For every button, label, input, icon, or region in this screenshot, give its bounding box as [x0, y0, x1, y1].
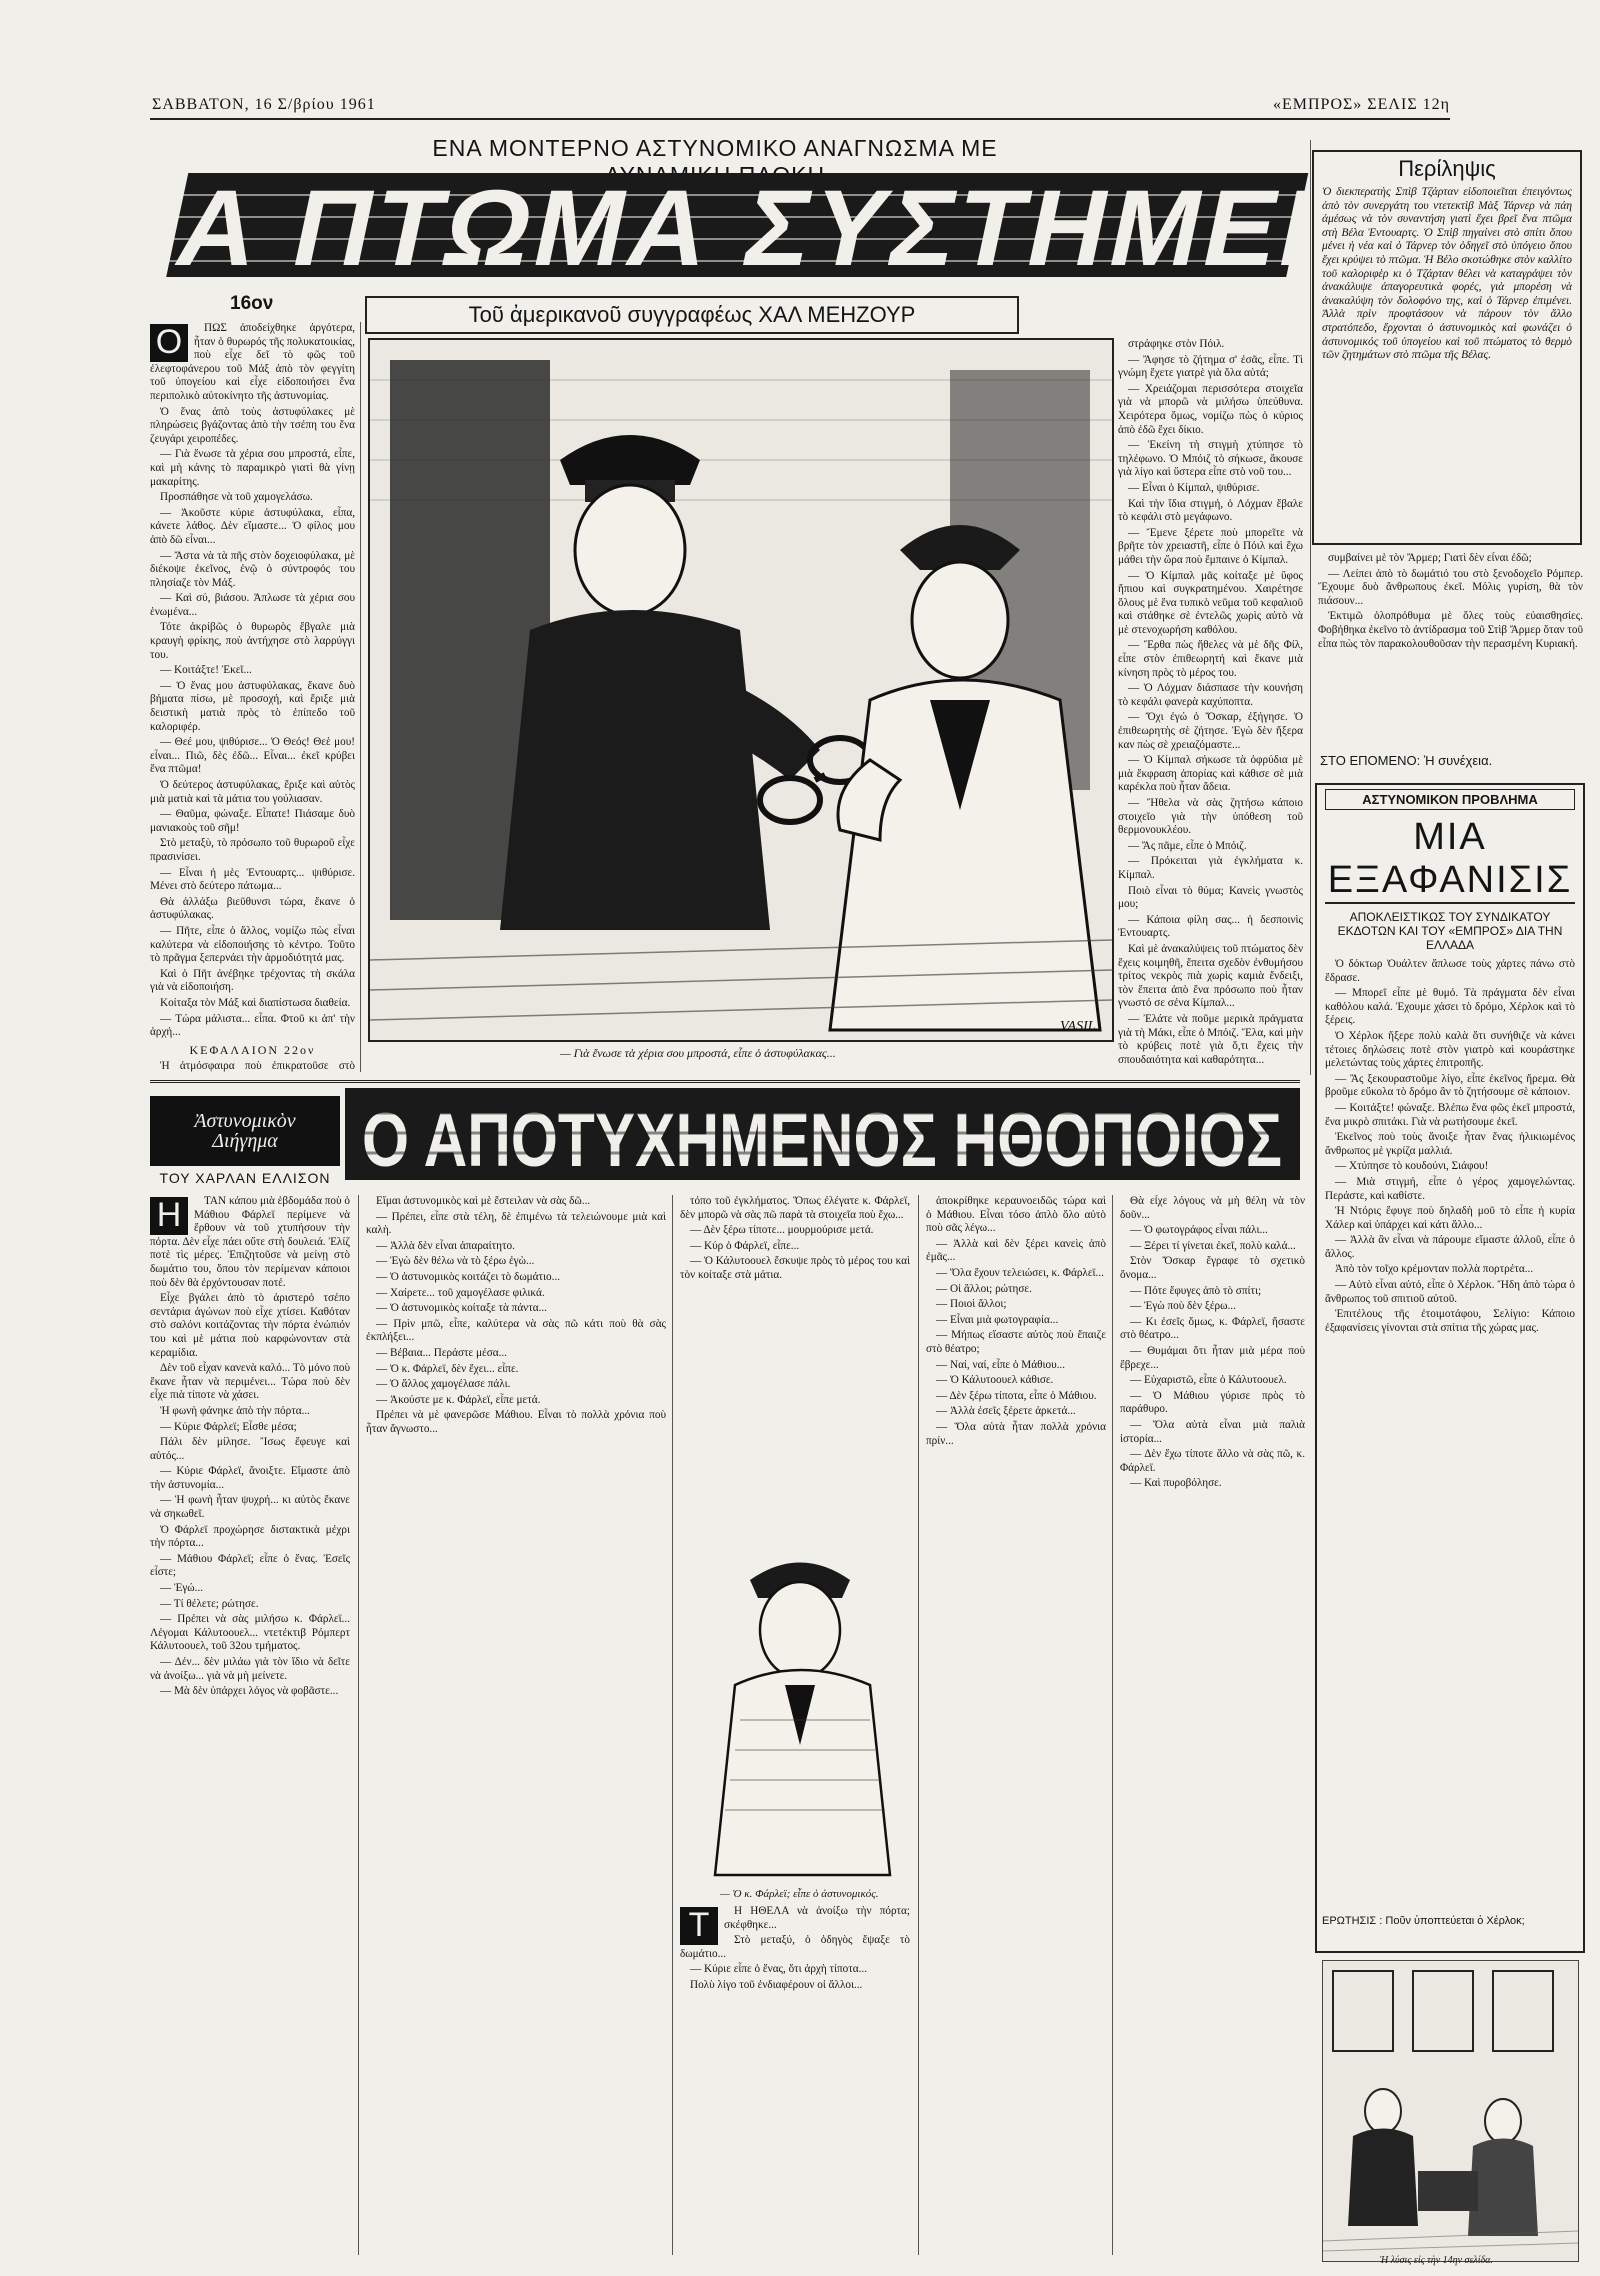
paragraph: — Μὰ δὲν ὑπάρχει λόγος νὰ φοβᾶστε... — [160, 1685, 339, 1698]
paragraph: — Κύριε Φάρλεϊ; Εἶσθε μέσα; — [160, 1420, 297, 1433]
story1-col1-text — [150, 322, 355, 1040]
story2-column-3 — [680, 1195, 910, 1515]
paragraph: — Οἱ ἄλλοι; ρώτησε. — [936, 1282, 1032, 1295]
paragraph: — Ὄλα αὐτὰ εἶναι μιὰ παλιὰ ἱστορία... — [1120, 1418, 1305, 1445]
paragraph: — Γιὰ ἔνωσε τὰ χέρια σου μπροστά, εἶπε, καὶ μὴ κάνης τὸ παραμικρὸ γιατὶ θὰ γίνῃ μακαρίτης. — [150, 448, 355, 488]
problem-title: ΜΙΑ ΕΞΑΦΑΝΙΣΙΣ — [1325, 816, 1575, 904]
paragraph: — Ὁ φωτογράφος εἶναι πάλι... — [1130, 1224, 1268, 1237]
paragraph: — Ὁ Κίμπαλ μᾶς κοίταξε μὲ ὕφος ἥπιου καὶ συγκρατημένου. Χαιρέτησε ὅλους μὲ ἕνα τυπικὸ νεῦμα τοῦ κεφαλιοῦ καὶ στάθηκε σὲ ἐντελῶς χωρὶς αὐτὸ νὰ μὲ στενοχωρήση καθόλου. — [1118, 569, 1303, 636]
story1-col5-text — [1118, 338, 1303, 1068]
paragraph: — Πρέπει νὰ σὰς μιλήσω κ. Φάρλεϊ... Λέγομαι Κάλυτοουελ... ντετέκτιβ Ρόμπερτ Κάλυτοουελ, τοῦ 32ου τμήματος. — [150, 1613, 350, 1653]
paragraph: — Καὶ πυροβόλησε. — [1130, 1477, 1222, 1490]
problem-text — [1325, 958, 1575, 1948]
paragraph: — Ὁ Μάθιου γύρισε πρὸς τὸ παράθυρο. — [1120, 1389, 1305, 1416]
paragraph: — Εἶναι ὁ Κίμπαλ, ψιθύρισε. — [1128, 481, 1260, 494]
paragraph: Καὶ τὴν ἴδια στιγμή, ὁ Λόχμαν ἔβαλε τὸ κεφάλι στὸ μεγάφωνο. — [1118, 497, 1303, 524]
paragraph: — Εἶναι ἡ μὲς Ἐντουαρτς... ψιθύρισε. Μένει στὸ δεύτερο πάτωμα... — [150, 866, 355, 893]
paragraph: — Πρόκειται γιὰ ἐγκλήματα κ. Κίμπαλ. — [1118, 855, 1303, 881]
paragraph: Ἡ ἀτμόσφαιρα ποὺ ἐπικρατοῦσε στὸ — [160, 1060, 355, 1072]
story2-column-2 — [366, 1195, 666, 2255]
summary-text: Ὁ διεκπερατὴς Σπὶβ Τζάρταν εἰδοποιεῖται ἐπειγόντως ἀπὸ τὸν συνεργάτη του ντετεκτὶβ Μὰξ Τάρνερ νὰ πάη ἀμέσως νὰ τὸν συναντήση γιατὶ ἔχει βρεῖ ἕνα πτῶμα στὴ Βέλα Ἐντουαρτς. Ὁ Σπὶβ πηγαίνει στὸ σπίτι ὅπου μένει ἡ νέα καὶ ὁ Τάρνερ τὸν ὁδηγεῖ στὸ ὑπόγειο ὅπου ἔχει κρύψει τὸ πτῶμα. Ἡ Βέλο σκοτώθηκε στὸν καλλίτο τοῦ καλοριφὲρ κι ὁ Τζάρταν θέλει νὰ καταγράψει τὸν ἀνακάλυψε ἀπαγορευτικὰ φορές, γιὰ μπορέση νὰ ἀνακαλύψη τὸν δολοφόνο της, καὶ ὁ Τάρνερ ἐπιμένει. Ἀλλὰ πρὶν προφτάσουν νὰ πάρουν τὸν ἄλλο στρατόπεδο, ἔρχονται ὁ ἀστυνομικὸς καὶ φωνάζει ὁ ἀστυνομικός τοῦ ὑπογείου καὶ τοῦ πτώματος τὸ θερμὸ τῶν ζητημάτων στὸ πτῶμα τῆς Βέλας. — [1322, 186, 1572, 362]
police-problem-box — [1315, 783, 1585, 1953]
paragraph: Τότε ἀκρίβῶς ὁ θυρωρὸς ἔβγαλε μιὰ κραυγὴ φρίκης, ποὺ ἀντήχησε στὸ λαρρύγγι του. — [150, 621, 355, 661]
paragraph: — Ποιοὶ ἄλλοι; — [936, 1298, 1007, 1311]
paragraph: — Ἐγὼ δὲν θέλω νὰ τὸ ξέρω ἐγὼ... — [376, 1255, 535, 1268]
story2-column-5 — [1120, 1195, 1305, 2255]
paragraph: — Δὲν ξέρω τίποτα, εἶπε ὁ Μάθιου. — [936, 1389, 1097, 1402]
paragraph: — Κοιτάξτε! φώναξε. Βλέπω ἕνα φῶς ἐκεῖ μπροστά, ἕνα μικρὸ σπιτάκι. Γιὰ νὰ ρωτήσουμε ἐκεῖ. — [1325, 1101, 1575, 1128]
paragraph: — Χρειάζομαι περισσότερα στοιχεῖα γιὰ νὰ μπορῶ νὰ μιλήσω ὑπεύθυνα. Χειρότερα ὅμως, νομίζω πὼς ὁ κύριος ἀπὸ ἐδῶ ἔχει δίκιο. — [1118, 382, 1303, 436]
paragraph: — Ἀκούστε με κ. Φάρλεϊ, εἶπε μετά. — [376, 1393, 541, 1406]
paragraph: — Ἐλάτε νὰ ποῦμε μερικὰ πράγματα γιὰ τὴ Μάκι, εἶπε ὁ Μπόιζ. Ἔλα, καὶ μὴν τὸ κρύβεις ποτὲ γιὰ ὅ,τι ἔχεις τὴν σπουδαιότητα καὶ καθαρότητα... — [1118, 1012, 1303, 1066]
paragraph: Κοίταξα τὸν Μάξ καὶ διαπίστωσα διαθεία. — [160, 996, 351, 1009]
page-label: «ΕΜΠΡΟΣ» ΣΕΛΙΣ 12η — [1272, 96, 1450, 113]
paragraph: — Δὲν ξέρω τίποτε... μουρμούρισε μετά. — [690, 1224, 874, 1237]
paragraph: — Κι ἐσεῖς ὅμως, κ. Φάρλεϊ, ἤσαστε στὸ θέατρο... — [1120, 1315, 1305, 1342]
paragraph: Ποιὸ εἶναι τὸ θύμα; Κανεὶς γνωστὸς μου; — [1118, 884, 1303, 911]
paragraph: Ἀπὸ τὸν τοῖχο κρέμονταν πολλὰ πορτρέτα... — [1335, 1263, 1534, 1276]
column-rule — [918, 1195, 919, 2255]
story2-col4-text — [926, 1195, 1106, 1448]
paragraph: — Ἐγώ... — [160, 1582, 204, 1595]
story2-author: ΤΟΥ ΧΑΡΛΑΝ ΕΛΛΙΣΟΝ — [159, 1170, 331, 1186]
story1-col1b-text — [150, 1060, 355, 1072]
paragraph: — Ὁ κ. Φάρλεϊ, δὲν ἔχει... εἶπε. — [376, 1362, 519, 1375]
paragraph: Ὁ δόκτωρ Ὀυάλτεν ἄπλωσε τοὺς χάρτες πάνω στὸ ἕδρασε. — [1325, 958, 1575, 984]
paragraph: — Χτύπησε τὸ κουδούνι, Σιάφου! — [1335, 1160, 1489, 1173]
paragraph: Ἐπιτέλους τῆς ἐτοιμοτάφου, Σελίγιο: Κάποιο ἐξαφανίσεις γίνονται στὰ σπίτια τῆς χώρας μας. — [1325, 1308, 1575, 1334]
paragraph: Δὲν τοῦ εἶχαν κανενὰ καλό... Τὸ μόνο ποὺ ἔκανε ἦταν νὰ περιμένει... Τώρα ποὺ δὲν εἶχε πιὰ τίποτε νὰ χάσει. — [150, 1362, 350, 1402]
paragraph: — Τί θέλετε; ρώτησε. — [160, 1597, 259, 1610]
paragraph: — Ἡ φωνὴ ἦταν ψυχρή... κι αὐτὸς ἔκανε νὰ σηκωθεῖ. — [150, 1494, 350, 1521]
problem-header: ΑΣΤΥΝΟΜΙΚΟΝ ΠΡΟΒΛΗΜΑ — [1325, 789, 1575, 810]
story1-col4-text — [1318, 552, 1583, 651]
story2-col5-text — [1120, 1195, 1305, 1491]
paragraph: — Ἔρθα πὼς ἤθελες νὰ μὲ δῆς Φίλ, εἶπε στὸν ἐπιθεωρητή καὶ ἔκανε μιὰ κίνηση πρὸς τὸ μέρος του. — [1118, 639, 1303, 679]
paragraph: Καὶ μὲ ἀνακαλύψεις τοῦ πτώματος δὲν ἔχεις κοιμηθῆ, ἔπειτα σχεδὸν ἐνθυμήσου τρίτος νεκρὸς πιὰ χωρὶς καμιὰ ἔνδειξι, τὸν ἔπειτα ἀπὸ ἕνα πρόσωπο ποὺ ἦταν γνωστό σε σένα Κίμπαλ... — [1118, 942, 1303, 1010]
header-rule — [150, 118, 1450, 120]
paragraph: — Ἤθελα νὰ σὰς ζητήσω κάποιο στοιχεῖο γιὰ τὴν ὑπόθεση τοῦ θερμονουκλέου. — [1118, 797, 1303, 837]
solution-note: Ἡ λύσις εἰς τὴν 14ην σελίδα. — [1380, 2255, 1493, 2266]
paragraph: — Κοιτάξτε! Ἐκεῖ... — [160, 664, 252, 677]
paragraph: Στὸν Ὄσκαρ ἔγραφε τὸ σχετικὸ ὄνομα... — [1120, 1255, 1305, 1281]
paragraph: — Βέβαια... Περάστε μέσα... — [376, 1346, 507, 1359]
paragraph: — Ὁ Κίμπαλ σήκωσε τὰ ὀφρύδια μὲ μιὰ ἔκφραση ἀπορίας καὶ κάθισε σὲ μιὰ καρέκλα ποὺ ἦταν ἄδεια. — [1118, 754, 1303, 794]
column-rule — [1310, 140, 1311, 1075]
problem-question: ΕΡΩΤΗΣΙΣ : Ποῦν ὑποπτεύεται ὁ Χέρλοκ; — [1322, 1915, 1525, 1927]
paragraph: — Δέν... δὲν μιλάω γιὰ τὸν ἴδιο νὰ δεῖτε νὰ ἀνοίξω... γιὰ νὰ μὴ μείνετε. — [150, 1656, 350, 1682]
paragraph: — Πρὶν μπῶ, εἶπε, καλύτερα νὰ σὰς πῶ κάτι ποὺ θὰ σὰς ἐκπλήξει... — [366, 1317, 666, 1344]
paragraph: Προσπάθησε νὰ τοῦ χαμογελάσω. — [160, 491, 313, 504]
paragraph: — Κάποια φίλη σας... ἡ δεσποινὶς Ἐντουαρτς. — [1118, 913, 1303, 940]
dropcap: Τ — [680, 1907, 718, 1945]
paragraph: — Θαῦμα, φώναξε. Εἶπατε! Πιάσαμε δυὸ μανιακοὺς τοῦ σῆμ! — [150, 808, 355, 834]
problem-subtitle: ΑΠΟΚΛΕΙΣΤΙΚΩΣ ΤΟΥ ΣΥΝΔΙΚΑΤΟΥ ΕΚΔΟΤΩΝ ΚΑΙ ΤΟΥ «ΕΜΠΡΟΣ» ΔΙΑ ΤΗΝ ΕΛΛΑΔΑ — [1337, 910, 1563, 952]
paragraph: — Ἀλλὰ δὲν εἶναι ἀπαραίτητο. — [376, 1239, 515, 1252]
paragraph: — Ἄφησε τὸ ζήτημα σ' ἐσᾶς, εἶπε. Τὶ γνώμη ἔχετε γιατρὲ γιὰ ὅλα αὐτά; — [1118, 353, 1303, 380]
paragraph: — Ἄς πᾶμε, εἶπε ὁ Μπόιζ. — [1128, 839, 1247, 852]
paragraph: Ἐκεῖνος ποὺ τοὺς ἄνοιξε ἦταν ἕνας ἡλικιωμένος ἄνθρωπος μὲ γκρίζα μαλλιά. — [1325, 1131, 1575, 1157]
paragraph: Πολὺ λίγο τοῦ ἐνδιαφέρουν οἱ ἄλλοι... — [690, 1978, 863, 1991]
paragraph: — Κύριε εἶπε ὁ ἕνας, ὅτι ἀρχὴ τίποτα... — [690, 1963, 868, 1976]
story2-col1-text — [150, 1195, 350, 1699]
paragraph: — Εἶναι μιὰ φωτογραφία... — [936, 1313, 1059, 1326]
paragraph: — Καὶ σύ, βιάσου. Ἁπλωσε τὰ χέρια σου ἑνωμένα... — [150, 592, 355, 618]
paragraph: — Ὁ Κάλυτοουελ ἔσκυψε πρὸς τὸ μέρος του καὶ τὸν κοίταξε στὰ μάτια. — [680, 1255, 910, 1281]
svg-text:ΕΝΑ ΠΤΩΜΑ ΣΥΣΤΗΜΕΝΟ: ΕΝΑ ΠΤΩΜΑ ΣΥΣΤΗΜΕΝΟ — [150, 168, 1310, 285]
paragraph: Εἴμαι ἀστυνομικὸς καὶ μὲ ἔστειλαν νὰ σὰς δῶ... — [376, 1195, 591, 1207]
paragraph: — Ὁ ἄλλος χαμογέλασε πάλι. — [376, 1378, 511, 1391]
issue-date: ΣΑΒΒΑΤΟΝ, 16 Σ/βρίου 1961 — [152, 96, 376, 113]
living-room-illustration — [1322, 1960, 1579, 2262]
svg-text:VASIL: VASIL — [1060, 1019, 1096, 1034]
paragraph: — Ναί, ναί, εἶπε ὁ Μάθιου... — [936, 1358, 1065, 1371]
paragraph: — Ἐκείνη τὴ στιγμὴ χτύπησε τὸ τηλέφωνο. Ὁ Μπόιζ τὸ σήκωσε, ἄκουσε γιὰ λίγο καὶ ὕστερα εἶπε στὸ νοῦ του... — [1118, 439, 1303, 479]
paragraph: Πάλι δὲν μίλησε. Ἴσως ἔφευγε καὶ αὐτός... — [150, 1436, 350, 1462]
story2-title — [345, 1088, 1300, 1180]
man-with-hat-illustration — [680, 1520, 910, 1880]
story2-column-3b — [680, 1905, 910, 2255]
paragraph: τόπο τοῦ ἐγκλήματος. Ὅπως ἐλέγατε κ. Φάρλεϊ, δὲν μπορῶ νὰ σὰς πῶ παρὰ τὰ στοιχεῖα ποὺ ἔχω... — [680, 1195, 910, 1221]
story1-continuation — [1318, 552, 1583, 747]
paragraph: — Θεέ μου, ψιθύρισε... Ὁ Θεός! Θεὲ μου! εἶναι... Πιῶ, δὲς ἐδῶ... Εἶναι... ἐκεῖ κρύβει ἕνα πτῶμα! — [150, 736, 355, 776]
column-rule — [1112, 1195, 1113, 2255]
paragraph: — Ὄχι ἐγώ ὁ Ὄσκαρ, ἐξήγησε. Ὁ ἐπιθεωρητὴς σὲ ζήτησε. Ἐγὼ δὲν ἤξερα καν πὼς σὲ χρειαζόμαστε... — [1118, 711, 1303, 751]
paragraph: — Θυμάμαι ὅτι ἦταν μιὰ μέρα ποὺ ἔβρεχε... — [1120, 1344, 1305, 1371]
chapter-heading: ΚΕΦΑΛΑΙΟΝ 22ον — [189, 1042, 316, 1057]
illustration-caption: — Γιὰ ἔνωσε τὰ χέρια σου μπροστά, εἶπε ὁ ἀστυφύλακας... — [560, 1046, 836, 1060]
paragraph: ΠΩΣ ἀποδείχθηκε ἀργότερα, ἦταν ὁ θυρωρός τῆς πολυκατοικίας, ποὺ εἶχε δεῖ τὸ φῶς τοῦ ἐλεφτοφάνερου τοῦ Μάξ ἀπὸ τὸν φεγγίτη τοῦ ὑπογείου καὶ εἶχε εἰδοποιήσει ἕνα περιπολικὸ αὐτοκίνητο τῆς ἀστυνομίας. — [150, 322, 355, 402]
paragraph: — Ἀλλὰ καὶ δὲν ξέρει κανεὶς ἀπὸ ἐμᾶς... — [926, 1237, 1106, 1264]
summary-box — [1312, 150, 1582, 545]
story2-col2-text — [366, 1195, 666, 1437]
story1-title — [150, 165, 1310, 285]
paragraph: — Τώρα μάλιστα... εἶπα. Φτοῦ κι ἀπ' τὴν ἀρχή... — [150, 1012, 355, 1039]
detective-illustration — [368, 338, 1114, 1042]
column-rule — [360, 322, 361, 1072]
column-rule — [672, 1195, 673, 2255]
column-rule — [358, 1195, 359, 2255]
paragraph: — Ὁ Κάλυτοουελ κάθισε. — [936, 1374, 1054, 1387]
paragraph: — Χαίρετε... τοῦ χαμογέλασε φιλικά. — [376, 1286, 545, 1299]
paragraph: Ἡ Ντόρις ἔφυγε ποὺ δηλαδὴ μοῦ τὸ εἶπε ἡ κυρία Χάλερ καὶ ὑπάρχει καὶ κάτι ἄλλο... — [1325, 1205, 1575, 1231]
paragraph: ΤΑΝ κάπου μιὰ ἑβδομάδα ποὺ ὁ Μάθιου Φάρλεϊ περίμενε νὰ ἔρθουν νὰ τοῦ χτυπήσουν τὴν πόρτα. Δὲν εἶχε πάει οὔτε στὴ δουλειά. Ἐλίζ ποτὲ τὶς μέρες. Ἐπιζητοῦσε νὰ μείνῃ στὸ δωμάτιο του, ὅπου τὸν περίμεναν κάποιοι ποὺ δὲν θὰ ἐρχόντουσαν ποτέ. — [150, 1195, 350, 1289]
story2-column-4 — [926, 1195, 1106, 2255]
logo-line-1: Ἀστυνομικὸν — [194, 1110, 296, 1132]
paragraph: συμβαίνει μὲ τὸν Ἄρμερ; Γιατὶ δὲν εἶναι ἐδῶ; — [1328, 552, 1532, 564]
paragraph: — Ἀλλὰ ἂν εἶναι νὰ πάρουμε εἴμαστε ἀλλοῦ, εἶπε ὁ ἄλλος. — [1325, 1234, 1575, 1260]
next-episode-note: ΣΤΟ ΕΠΟΜΕΝΟ: Ἡ συνέχεια. — [1320, 753, 1493, 768]
episode-number: 16ον — [230, 293, 274, 314]
paragraph: — Ἂς ξεκουραστοῦμε λίγο, εἶπε ἐκεῖνος ἥρεμα. Θὰ βροῦμε εὔκολα τὸ δρόμο ἂν τὸ ζητήσουμε σὲ κάποιον. — [1325, 1072, 1575, 1099]
paragraph: — Ὁ ἀστυνομικὸς κοίταξε τὰ πάντα... — [376, 1302, 547, 1315]
paragraph: Θὰ εἶχε λόγους νὰ μὴ θέλη νὰ τὸν δοῦν... — [1120, 1195, 1305, 1221]
paragraph: — Ὅλα ἔχουν τελειώσει, κ. Φάρλεϊ... — [936, 1266, 1104, 1279]
paragraph: Στὸ μεταξὺ, τὸ πρόσωπο τοῦ θυρωροῦ εἶχε πρασινίσει. — [150, 837, 355, 863]
paragraph: — Ὅλα αὐτὰ ἦταν πολλὰ χρόνια πρίν... — [926, 1420, 1106, 1447]
paragraph: Στὸ μεταξύ, ὁ ὁδηγὸς ἔψαξε τὸ δωμάτιο... — [680, 1934, 910, 1960]
paragraph: Ἡ φωνὴ φάνηκε ἀπὸ τὴν πόρτα... — [160, 1404, 310, 1417]
story2-column-1 — [150, 1195, 350, 2255]
illustration2-caption: — Ὁ κ. Φάρλεϊ; εἶπε ὁ ἀστυνομικός. — [720, 1888, 879, 1900]
svg-text:Ο ΑΠΟΤΥΧΗΜΕΝΟΣ ΗΘΟΠΟΙΟΣ: Ο ΑΠΟΤΥΧΗΜΕΝΟΣ ΗΘΟΠΟΙΟΣ — [362, 1098, 1282, 1180]
paragraph: Ὁ Χέρλοκ ἤξερε πολὺ καλὰ ὅτι συνήθιζε νὰ κάνει τέτοιες δηλώσεις ποτὲ στὸν γιατρὸ καὶ κουράστηκε μελετώντας τοὺς χάρτες ἐπιτροπῆς. — [1325, 1029, 1575, 1070]
paragraph: — Μήπως εἴσαστε αὐτὸς ποὺ ἔπαιζε στὸ θέατρο; — [926, 1329, 1106, 1355]
paragraph: — Πότε ἔφυγες ἀπὸ τὸ σπίτι; — [1130, 1284, 1262, 1297]
paragraph: — Ἔμενε ξέρετε ποὺ μπορεῖτε νὰ βρῆτε τὸν χρειαστῆ, εἶπε ὁ Πόιλ καὶ ἔχω μάθει τὴν ὥρα ποὺ ἔμπαινε ὁ Κίμπαλ. — [1118, 526, 1303, 566]
paragraph: Καὶ ὁ Πῆτ ἀνέβηκε τρέχοντας τὴ σκάλα γιὰ νὰ εἰδοποιήση. — [150, 967, 355, 994]
paragraph: στράφηκε στὸν Πόιλ. — [1128, 338, 1225, 350]
paragraph: — Ἀλλὰ ἐσεῖς ξέρετε ἀρκετά... — [936, 1405, 1076, 1418]
logo-line-2: Διήγημα — [212, 1130, 278, 1152]
paragraph: — Ὁ ἕνας μου ἀστυφύλακας, ἔκανε δυὸ βήματα πίσω, μὲ προσοχή, καὶ ἔριξε μιὰ δειστικὴ ματιὰ πρὸς τὸ ἐπίπεδο τοῦ καλοριφέρ. — [150, 679, 355, 733]
story1-byline: Τοῦ ἀμερικανοῦ συγγραφέως ΧΑΛ ΜΕΗΖΟΥΡ — [365, 296, 1019, 334]
dropcap: Η — [150, 1197, 188, 1235]
paragraph: Πρέπει νὰ μὲ φανερῶσε Μάθιου. Εἶναι τὸ πολλὰ χρόνια ποὺ ἦταν ἄγνωστο... — [366, 1409, 666, 1435]
paragraph: — Εὐχαριστῶ, εἶπε ὁ Κάλυτοουελ. — [1130, 1374, 1287, 1387]
paragraph: — Πῆτε, εἶπε ὁ ἄλλος, νομίζω πὼς εἶναι καλύτερα νὰ εἰδοποιήσης τὸ κέντρο. Τοῦτο τὸ πρᾶγμα ξεπερνάει τὴν ἁρμοδιότητά μας. — [150, 924, 355, 965]
story1-kicker: ΕΝΑ ΜΟΝΤΕΡΝΟ ΑΣΤΥΝΟΜΙΚΟ ΑΝΑΓΝΩΣΜΑ ΜΕ — [432, 135, 998, 161]
paragraph: Ἐκτιμῶ ὁλοπρόθυμα μὲ ὅλες τοὺς εὐαισθησίες. Φοβήθηκα ἐκεῖνο τὸ ἀντίδρασμα τοῦ Στὶβ Ἄρμερ ὅταν τοῦ εἶπα πὼς τὸν παρακολουθοῦσαν τὴν περασμένη Κυριακή. — [1318, 610, 1583, 650]
story1-column-5 — [1118, 338, 1303, 1068]
paragraph: — Δὲν ἔχω τίποτε ἄλλο νὰ σὰς πῶ, κ. Φάρλεϊ. — [1120, 1448, 1305, 1474]
short-story-logo — [150, 1096, 340, 1166]
paragraph: ἀποκρίθηκε κεραυνοειδῶς τώρα καὶ ὁ Μάθιου. Εἶναι τόσο ἀπλὸ ὅλο αὐτὸ ποὺ σᾶς λέγω... — [926, 1195, 1106, 1235]
paragraph: — Πρέπει, εἶπε στὰ τέλη, δὲ ἐπιμένω τὰ τελειώνουμε μιὰ καὶ καλὴ. — [366, 1210, 666, 1237]
story2-col3-text — [680, 1195, 910, 1283]
paragraph: Ὁ ἕνας ἀπὸ τοὺς ἀστυφύλακες μὲ πληρώσεις βγάζοντας ἀπὸ τὴν τσέπη του ἕνα ζευγάρι χειροπέδες. — [150, 405, 355, 445]
paragraph: — Κύρ ὁ Φάρλεϊ, εἶπε... — [690, 1239, 800, 1252]
summary-title: Περίληψις — [1398, 156, 1496, 181]
paragraph: — Ὁ ἀστυνομικὸς κοιτάζει τὸ δωμάτιο... — [376, 1270, 561, 1283]
story1-column-1 — [150, 322, 355, 1072]
paragraph: — Ἄστα νὰ τὰ πῆς στὸν δοχειοφύλακα, μὲ διέκοψε ἐκεῖνος, ἐνῷ ὁ σύντροφός του πλησίαζε τὸν Μάξ. — [150, 549, 355, 589]
dropcap: Ο — [150, 324, 188, 362]
section-divider — [150, 1080, 1300, 1083]
paragraph: — Μπορεῖ εἶπε μὲ θυμό. Τὰ πράγματα δὲν εἶναι καθόλου καλά. Ἐχουμε χάσει τὸ δρόμο, Χέρλοκ καὶ τὸ ξέρεις. — [1325, 987, 1575, 1027]
paragraph: — Αὐτὸ εἶναι αὐτό, εἶπε ὁ Χέρλοκ. Ἤδη ἀπὸ τώρα ὁ ἄνθρωπος τοῦ σπιτιοῦ αὐτοῦ. — [1325, 1279, 1575, 1305]
paragraph: Θὰ ἀλλάξω βιεῦθυνσι τώρα, ἔκανε ὁ ἀστυφύλακας. — [150, 895, 355, 922]
paragraph: — Ἐγὼ ποὺ δὲν ξέρω... — [1130, 1300, 1236, 1313]
paragraph: — Ξέρει τί γίνεται ἐκεῖ, πολὺ καλά... — [1130, 1239, 1296, 1252]
paragraph: — Κύριε Φάρλεϊ, ἄνοιξτε. Εἴμαστε ἀπὸ τὴν ἀστυνομία... — [150, 1465, 350, 1491]
paragraph: — Μάθιου Φάρλεϊ; εἶπε ὁ ἕνας. Ἐσεῖς εἶστε; — [150, 1552, 350, 1579]
paragraph: Εἶχε βγάλει ἀπὸ τὸ ἀριστερό τσέπο σεντάρια ἀγώνων ποὺ εἶχε χτίσει. Καθόταν στὸ σαλόνι κοιτάζοντας τὴν πόρτα ἐνώπιόν του καὶ μὲ μάτια ποὺ καρφώνονταν στὰ κεραμίδια. — [150, 1292, 350, 1359]
paragraph: — Μιὰ στιγμή, εἶπε ὁ γέρος χαμογελώντας. Περάστε, καὶ καθίστε. — [1325, 1175, 1575, 1202]
paragraph: — Λείπει ἀπὸ τὸ δωμάτιό του στὸ ξενοδοχεῖο Ρόμπερ. Ἔχουμε δυὸ ἄνθρωπους ἐκεῖ. Μόλις γυρίση, θὰ τὸν πιάσουν... — [1318, 567, 1583, 607]
paragraph: — Ἀκοῦστε κύριε ἀστυφύλακα, εἶπα, κάνετε λάθος. Δὲν εἴμαστε... Ὁ φίλος μου ἀπὸ δῶ εἶναι... — [150, 506, 355, 546]
paragraph: — Ὁ Λόχμαν διάσπασε τὴν κουνήση τὸ κεφάλι φανερὰ καχύποπτα. — [1118, 682, 1303, 708]
paragraph: Ὁ Φάρλεϊ προχώρησε διστακτικὰ μέχρι τὴν πόρτα... — [150, 1523, 350, 1550]
paragraph: Ὁ δεύτερος ἀστυφύλακας, ἔριξε καὶ αὐτὸς μιὰ ματιὰ καὶ τὰ μάτια του γούλιασαν. — [150, 779, 355, 805]
paragraph: Η ΗΘΕΛΑ νὰ ἀνοίξω τὴν πόρτα; σκέφθηκε... — [724, 1905, 910, 1931]
